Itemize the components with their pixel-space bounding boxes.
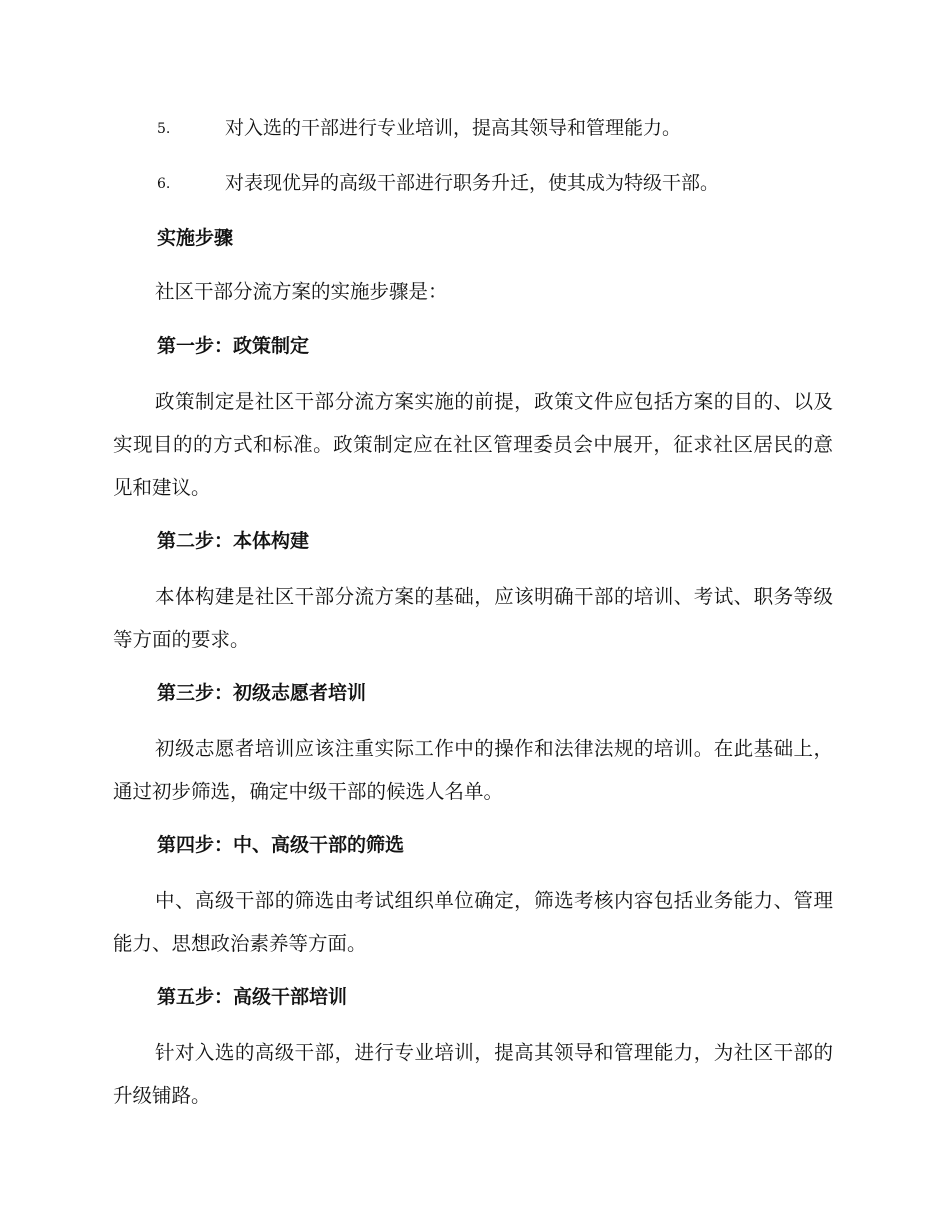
intro-paragraph: 社区干部分流方案的实施步骤是： [155, 280, 448, 303]
list-item-text: 对表现优异的高级干部进行职务升迁，使其成为特级干部。 [225, 172, 720, 194]
step-paragraph-3: 初级志愿者培训应该注重实际工作中的操作和法律法规的培训。在此基础上，通过初步筛选，确定中级干部的候选人名单。 [113, 737, 833, 803]
list-item-number: 5. [157, 121, 171, 137]
section-title: 实施步骤 [157, 227, 234, 249]
step-title-3: 第三步：初级志愿者培训 [157, 682, 367, 704]
step-paragraph-5: 针对入选的高级干部，进行专业培训，提高其领导和管理能力，为社区干部的升级铺路。 [113, 1041, 833, 1107]
step-title-5: 第五步：高级干部培训 [157, 986, 348, 1008]
step-title-1: 第一步：政策制定 [157, 335, 310, 357]
step-title-2: 第二步：本体构建 [157, 530, 310, 552]
list-item-number: 6. [157, 176, 171, 192]
step-paragraph-1: 政策制定是社区干部分流方案实施的前提，政策文件应包括方案的目的、以及实现目的的方式和标准。政策制定应在社区管理委员会中展开，征求社区居民的意见和建议。 [113, 390, 833, 499]
list-item [157, 116, 681, 141]
step-paragraph-2: 本体构建是社区干部分流方案的基础，应该明确干部的培训、考试、职务等级等方面的要求。 [113, 585, 833, 651]
step-paragraph-4: 中、高级干部的筛选由考试组织单位确定，筛选考核内容包括业务能力、管理能力、思想政治素养等方面。 [113, 889, 833, 955]
list-item [157, 171, 719, 196]
list-item-text: 对入选的干部进行专业培训，提高其领导和管理能力。 [225, 117, 682, 139]
step-title-4: 第四步：中、高级干部的筛选 [157, 834, 405, 856]
